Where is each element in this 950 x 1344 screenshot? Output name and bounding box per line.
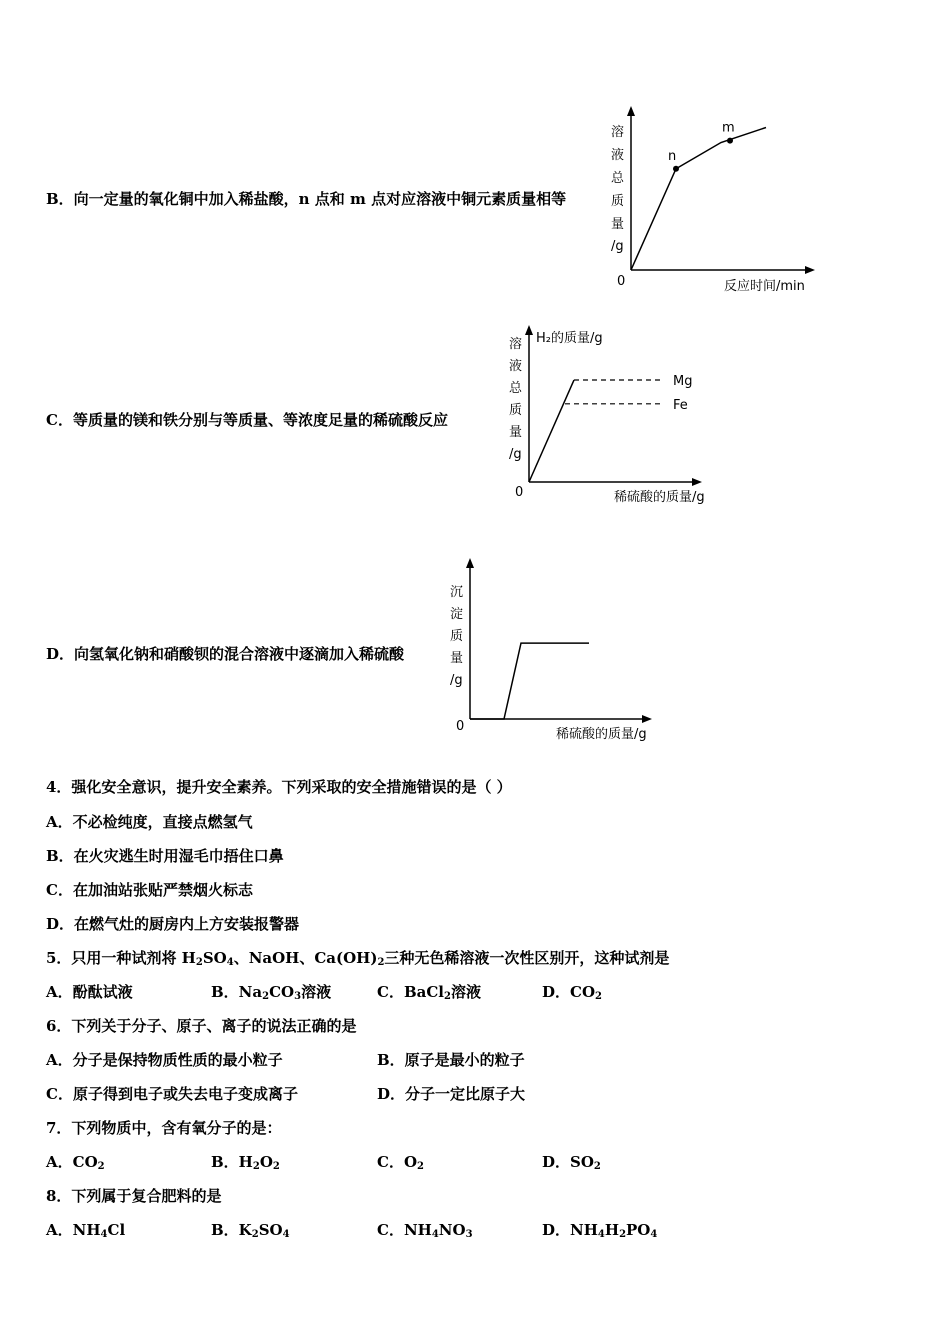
chart-c-xlabel: 稀硫酸的质量/g <box>614 490 705 505</box>
chart-b-y-arrow <box>627 106 635 116</box>
chart-d-series-line <box>470 643 589 719</box>
q8-option-d: D．$NH_4H_2PO_4$ <box>542 1221 658 1240</box>
q4-stem: 4．强化安全意识，提升安全素养。下列采取的安全措施错误的是（ ） <box>46 778 512 796</box>
chart-b-point-label-n: n <box>668 148 677 164</box>
option-c-text: C．等质量的镁和铁分别与等质量、等浓度足量的稀硫酸反应 <box>46 411 448 429</box>
q6-option-b: B．原子是最小的粒子 <box>377 1051 525 1069</box>
chart-b-ylabel-0: 溶 <box>611 125 625 140</box>
chart-b-point-m <box>727 138 733 144</box>
q7-option-d: D．$SO_2$ <box>542 1153 601 1172</box>
chart-d <box>440 552 680 752</box>
option-b-text: B．向一定量的氧化铜中加入稀盐酸，n 点和 m 点对应溶液中铜元素质量相等 <box>46 190 567 208</box>
q4-option-c: C．在加油站张贴严禁烟火标志 <box>46 881 253 899</box>
chart-b-ylabel-2: 总 <box>611 171 625 186</box>
q5-stem: 5．只用一种试剂将 $H_2SO_4$、NaOH、$Ca(OH)_2$三种无色稀溶液一次性区别开，这种试剂是 <box>46 949 670 968</box>
q5-option-a: A．酚酞试液 <box>46 983 133 1001</box>
q8-option-a: A．$NH_4Cl$ <box>46 1221 126 1240</box>
chart-c-ylabel-1: 液 <box>509 359 523 374</box>
q6-stem: 6．下列关于分子、原子、离子的说法正确的是 <box>46 1017 357 1035</box>
chart-d-origin: 0 <box>456 719 465 734</box>
q8-stem: 8．下列属于复合肥料的是 <box>46 1187 222 1205</box>
q4-option-b: B．在火灾逃生时用湿毛巾捂住口鼻 <box>46 847 284 865</box>
chart-c-ylabel-2: 总 <box>509 381 523 396</box>
q5-option-c: C．BaCl$_2$溶液 <box>377 983 481 1002</box>
chart-b-ylabel <box>611 124 625 254</box>
q4-option-d: D．在燃气灶的厨房内上方安装报警器 <box>46 915 300 933</box>
chart-c-mg-ramp <box>529 380 574 482</box>
q7-option-c: C．$O_2$ <box>377 1153 424 1172</box>
chart-c-ylabel-4: 量 <box>509 425 523 440</box>
chart-c-legend-mg: Mg <box>673 374 693 389</box>
chart-c-ylabel-0: 溶 <box>509 337 523 352</box>
chart-c <box>500 320 740 520</box>
q6-option-d: D．分子一定比原子大 <box>377 1085 526 1103</box>
chart-b-series-line <box>631 128 766 271</box>
q6-option-a: A．分子是保持物质性质的最小粒子 <box>46 1051 283 1069</box>
q5-option-d: D．$CO_2$ <box>542 983 602 1002</box>
chart-b-ylabel-4: 量 <box>611 217 625 232</box>
chart-b-ylabel-3: 质 <box>611 194 625 209</box>
chart-b-x-arrow <box>805 266 815 274</box>
chart-c-origin: 0 <box>515 485 524 500</box>
chart-c-ytitle: H₂的质量/g <box>536 331 603 346</box>
q7-stem: 7．下列物质中，含有氧分子的是： <box>46 1119 282 1137</box>
chart-d-xlabel: 稀硫酸的质量/g <box>556 727 647 742</box>
chart-d-ylabel-3: 量 <box>450 651 464 666</box>
chart-c-legend-fe: Fe <box>673 397 688 413</box>
chart-b-xlabel: 反应时间/min <box>724 279 805 294</box>
chart-d-ylabel-4: /g <box>450 673 463 688</box>
q8-option-b: B．$K_2SO_4$ <box>211 1221 290 1240</box>
q7-option-a: A．$CO_2$ <box>46 1153 105 1172</box>
chart-c-x-arrow <box>692 478 702 486</box>
option-d-text: D．向氢氧化钠和硝酸钡的混合溶液中逐滴加入稀硫酸 <box>46 645 405 663</box>
chart-c-ylabel-3: 质 <box>509 403 523 418</box>
chart-d-x-arrow <box>642 715 652 723</box>
q5-option-b: B．$Na_2CO_3$溶液 <box>211 983 332 1002</box>
chart-d-ylabel <box>450 585 463 688</box>
q7-option-b: B．$H_2O_2$ <box>211 1153 280 1172</box>
chart-d-ylabel-1: 淀 <box>450 607 464 622</box>
q6-option-c: C．原子得到电子或失去电子变成离子 <box>46 1085 298 1103</box>
chart-b-ylabel-5: /g <box>611 239 624 254</box>
chart-b-origin: 0 <box>617 274 626 289</box>
chart-b-point-label-m: m <box>722 120 735 136</box>
chart-b-point-n <box>673 166 679 172</box>
chart-d-y-arrow <box>466 558 474 568</box>
q8-option-c: C．$NH_4NO_3$ <box>377 1221 473 1240</box>
chart-c-ylabel <box>509 336 523 462</box>
q4-option-a: A．不必检纯度，直接点燃氢气 <box>46 813 253 831</box>
chart-c-ylabel-5: /g <box>509 447 522 462</box>
chart-d-ylabel-0: 沉 <box>450 585 464 600</box>
chart-c-y-arrow <box>525 325 533 335</box>
chart-b-ylabel-1: 液 <box>611 148 625 163</box>
chart-d-ylabel-2: 质 <box>450 629 464 644</box>
chart-b <box>600 100 830 300</box>
